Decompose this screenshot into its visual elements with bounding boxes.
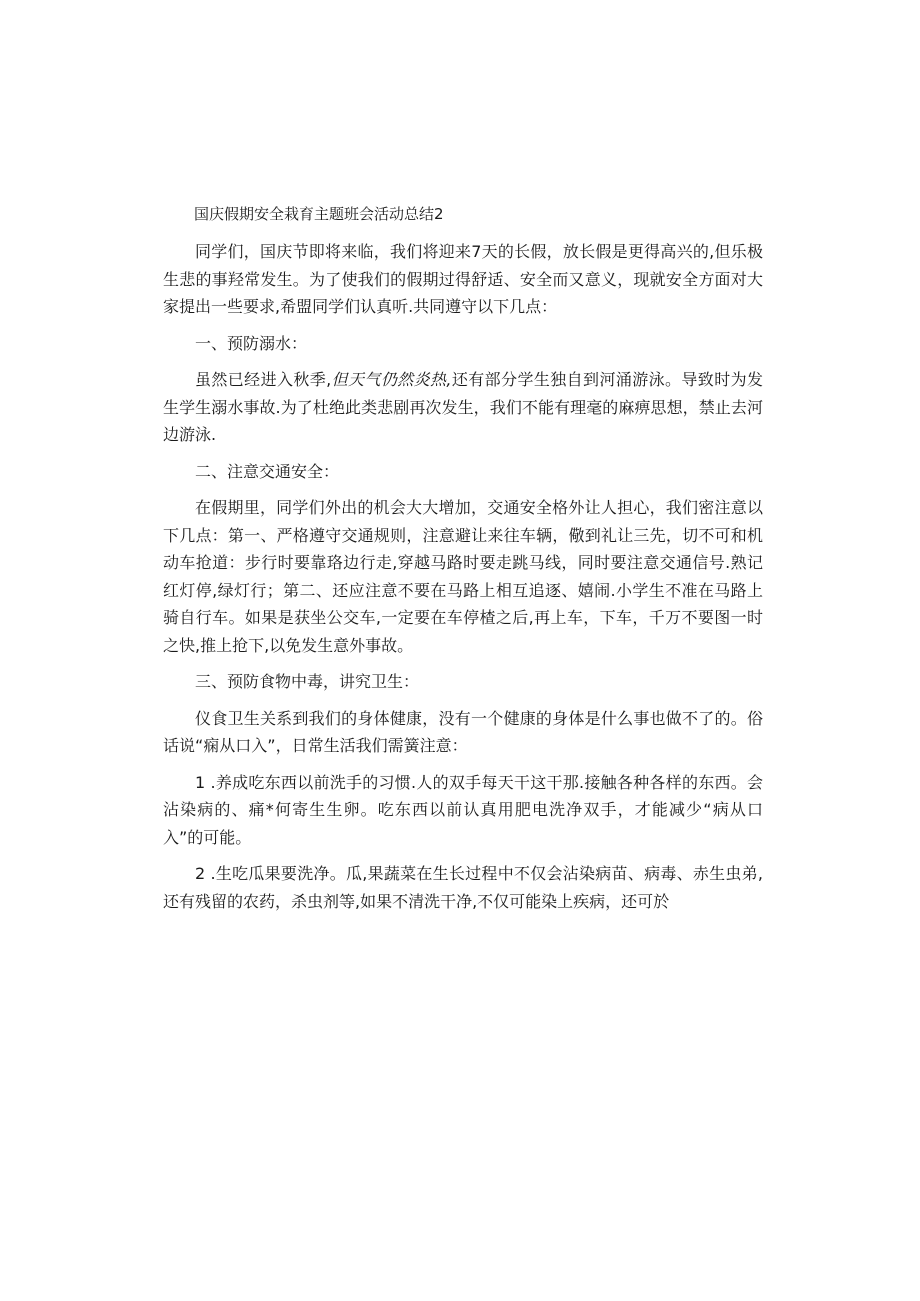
paragraph-traffic: 在假期里，同学们外出的机会大大增加，交通安全格外让人担心，我们密注意以下几点：第一、严格遵守交通规则，注意避让来往车辆，儆到礼让三先，切不可和机动车抢道：步行时要靠珞边行走,穿越马路时要走跳马线，同时要注意交通信号.熟记红灯停,绿灯行；第二、还应注意不要在马路上相互追逐、嬉闹.小学生不准在马路上骑自行车。如果是获坐公交车,一定要在车停楂之后,再上车，下车，千万不要图一时之快,推上抢下,以免发生意外事故。 [163, 498, 763, 655]
paragraph-drowning-part2: 还有部分学生独自到河涌游泳。导致时为发生学生溺水事故.为了杜绝此类悲剧再次发生，我们不能有理毫的麻痹思想，禁止去河边游泳. [163, 370, 763, 444]
document-body [163, 238, 763, 924]
paragraph-intro: 同学们，国庆节即将来临，我们将迎来7天的长假，放长假是更得高兴的,但乐极生悲的事羟常发生。为了使我们的假期过得舒适、安全而又意义，现就安全方面对大家提出一些要求,希盟同学们认真听.共同遵守以下几点： [163, 242, 763, 316]
paragraph-drowning [163, 366, 763, 449]
heading-food: 三、预防食物中毒，讲究卫生： [195, 672, 420, 691]
document-title: 国庆假期安全栽育主题班会活动总结2 [194, 205, 444, 223]
heading-traffic: 二、注意交通安全： [195, 461, 340, 481]
paragraph-drowning-part1: 虽然已经进入秋季, [195, 370, 332, 389]
paragraph-item-2: 2 .生吃瓜果要洗净。瓜,果蔬菜在生长过程中不仅会沾染病苗、病毒、赤生虫弟,还有残留的农药，杀虫剂等,如果不清洗干净,不仅可能染上疾病，还可於 [163, 864, 763, 911]
paragraph-drowning-italic: 但天气仍然炎热, [331, 370, 452, 389]
paragraph-item-1: 1 .养成吃东西以前洗手的习惯.人的双手每天干这干那.接触各种各样的东西。会沾染病的、痛*何寄生生卵。吃东西以前认真用肥电洗净双手，才能减少“病从口入”的可能。 [163, 772, 763, 847]
heading-drowning: 一、预防溺水： [195, 333, 308, 353]
paragraph-food: 仪食卫生关系到我们的身体健康，没有一个健康的身体是什么事也做不了的。俗话说“痫从口入”，日常生活我们需簧注意： [163, 708, 763, 755]
